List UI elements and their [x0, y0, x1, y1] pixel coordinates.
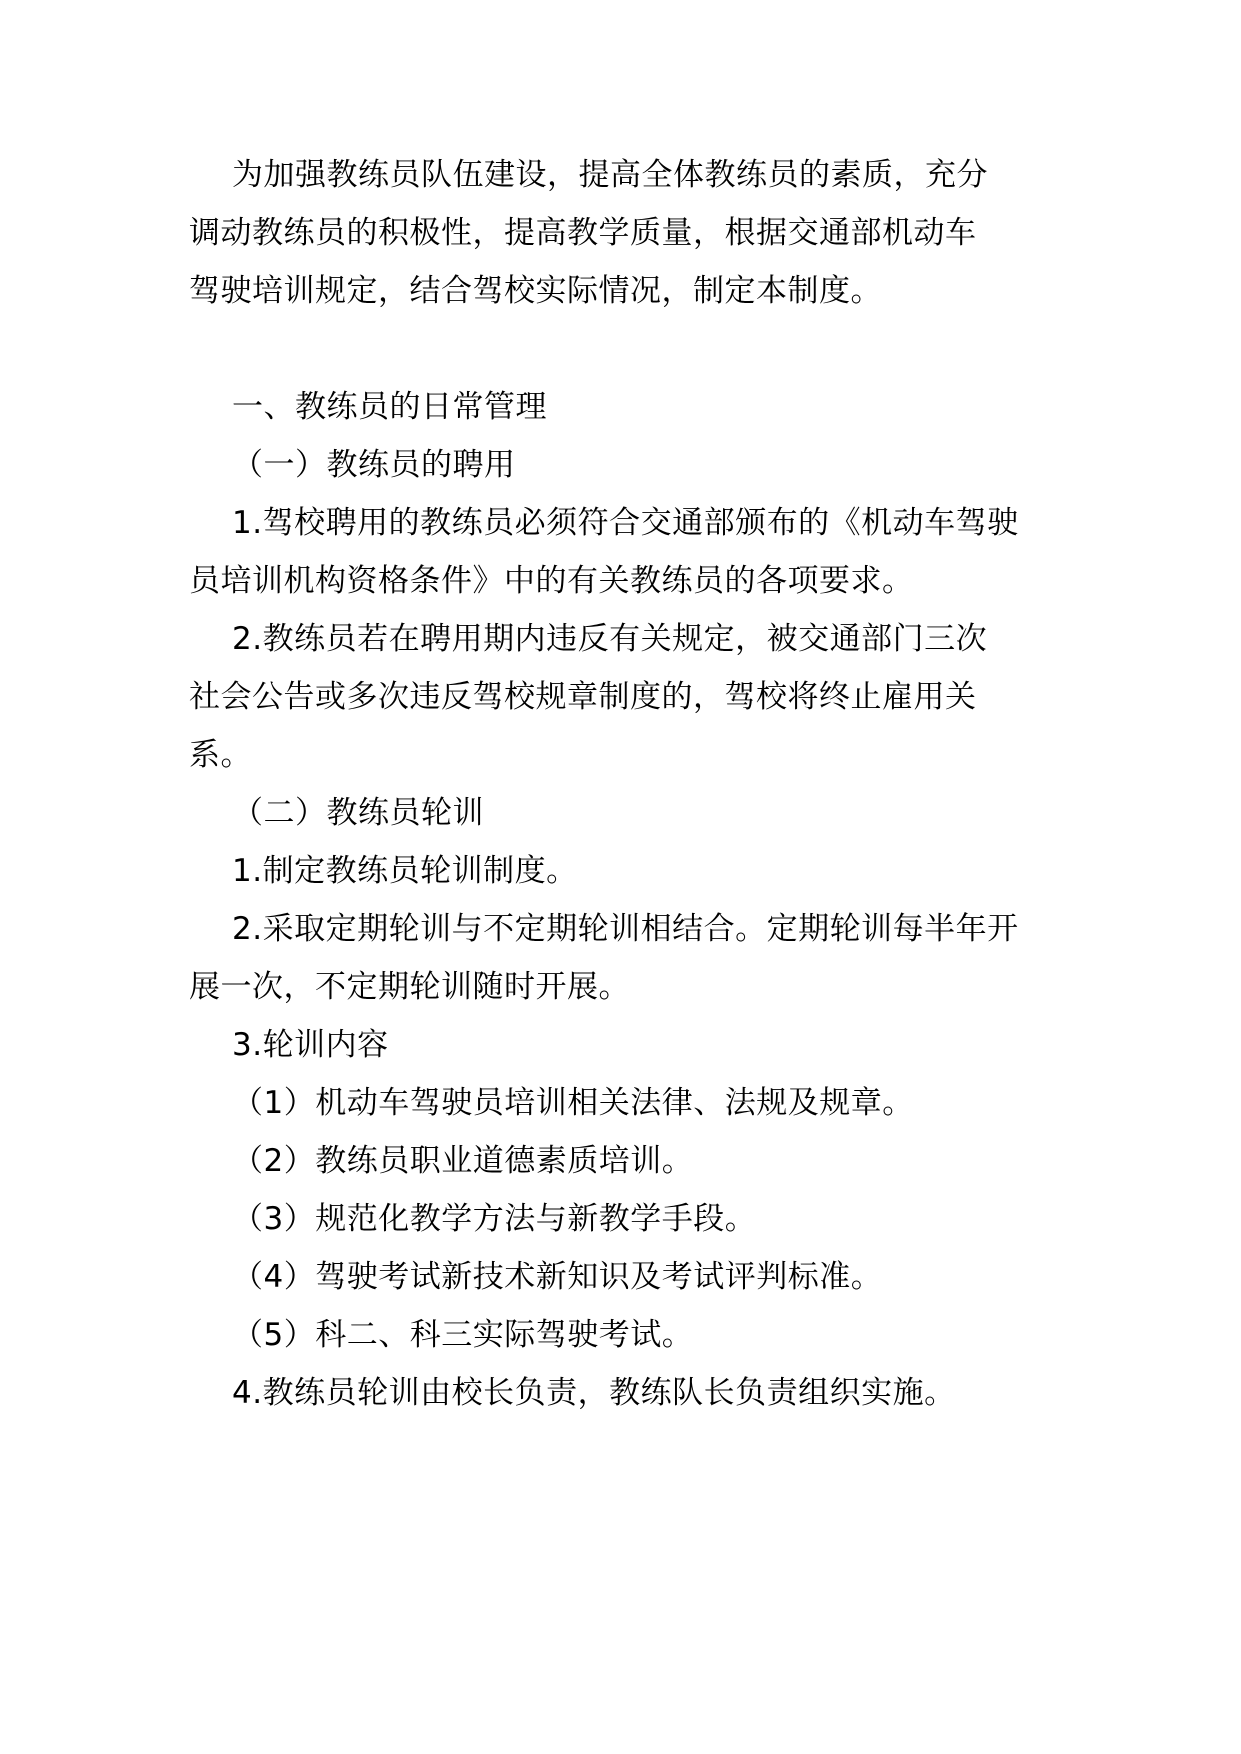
training-point-5: （5）科二、科三实际驾驶考试。 [232, 1317, 694, 1353]
sub2-item3-heading: 3.轮训内容 [232, 1027, 389, 1063]
subsection-heading-2: （二）教练员轮训 [232, 795, 484, 831]
training-point-4: （4）驾驶考试新技术新知识及考试评判标准。 [232, 1259, 883, 1295]
sub1-item2-line-3: 系。 [189, 737, 252, 773]
sub2-item1: 1.制定教练员轮训制度。 [232, 853, 578, 889]
sub1-item1-line-1: 1.驾校聘用的教练员必须符合交通部颁布的《机动车驾驶 [232, 505, 1019, 541]
subsection-heading-1: （一）教练员的聘用 [232, 447, 516, 483]
intro-line-3: 驾驶培训规定，结合驾校实际情况，制定本制度。 [189, 273, 882, 309]
sub1-item2-line-2: 社会公告或多次违反驾校规章制度的，驾校将终止雇用关 [189, 679, 977, 715]
sub1-item2-line-1: 2.教练员若在聘用期内违反有关规定，被交通部门三次 [232, 621, 988, 657]
sub2-item2-line-2: 展一次，不定期轮训随时开展。 [189, 969, 630, 1005]
training-point-2: （2）教练员职业道德素质培训。 [232, 1143, 694, 1179]
training-point-3: （3）规范化教学方法与新教学手段。 [232, 1201, 757, 1237]
intro-line-1: 为加强教练员队伍建设，提高全体教练员的素质，充分 [232, 157, 988, 193]
intro-line-2: 调动教练员的积极性，提高教学质量，根据交通部机动车 [189, 215, 977, 251]
sub2-item2-line-1: 2.采取定期轮训与不定期轮训相结合。定期轮训每半年开 [232, 911, 1019, 947]
section-heading: 一、教练员的日常管理 [232, 389, 547, 425]
sub2-item4: 4.教练员轮训由校长负责，教练队长负责组织实施。 [232, 1375, 956, 1411]
sub1-item1-line-2: 员培训机构资格条件》中的有关教练员的各项要求。 [189, 563, 914, 599]
training-point-1: （1）机动车驾驶员培训相关法律、法规及规章。 [232, 1085, 914, 1121]
